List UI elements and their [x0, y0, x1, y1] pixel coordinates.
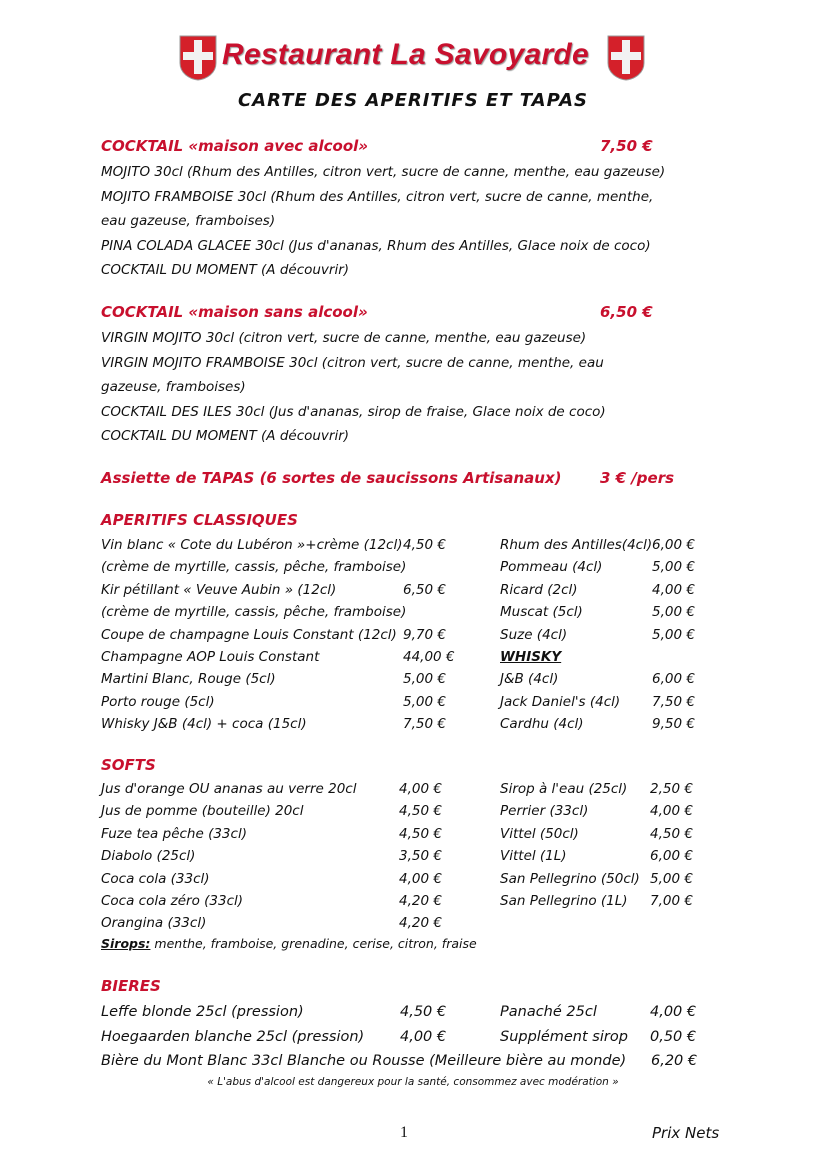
item-price: 7,50 €	[652, 693, 695, 710]
item-price: 4,20 €	[399, 892, 442, 909]
item-name: Coca cola zéro (33cl)	[101, 892, 244, 909]
item-name: Bière du Mont Blanc 33cl Blanche ou Rousse (Meilleure bière au monde)	[101, 1053, 627, 1069]
item-price: 2,50 €	[650, 781, 693, 797]
menu-line: gazeuse, framboises)	[101, 379, 246, 396]
bieres-table	[101, 1000, 721, 1049]
page-number: 1	[400, 1124, 408, 1141]
table-row	[101, 556, 721, 578]
table-row	[101, 646, 721, 668]
item-price: 4,00 €	[652, 581, 695, 598]
sirops-label: Sirops:	[101, 936, 151, 951]
menu-line: VIRGIN MOJITO 30cl (citron vert, sucre de canne, menthe, eau gazeuse)	[101, 330, 587, 346]
menu-line: COCKTAIL DES ILES 30cl (Jus d'ananas, sirop de fraise, Glace noix de coco)	[101, 403, 606, 420]
item-name: Supplément sirop	[500, 1028, 628, 1045]
item-price: 5,00 €	[652, 604, 695, 621]
table-row	[101, 668, 721, 690]
item-price: 4,50 €	[399, 825, 442, 842]
item-price: 6,50 €	[403, 581, 446, 598]
item-name: Muscat (5cl)	[500, 604, 583, 621]
item-name: Whisky J&B (4cl) + coca (15cl)	[101, 716, 307, 733]
item-name: Hoegaarden blanche 25cl (pression)	[101, 1028, 365, 1045]
table-row	[101, 800, 721, 822]
item-price: 4,00 €	[399, 870, 442, 887]
item-name: Leffe blonde 25cl (pression)	[101, 1004, 304, 1020]
item-price: 3,50 €	[399, 848, 442, 865]
menu-line: MOJITO FRAMBOISE 30cl (Rhum des Antilles, citron vert, sucre de canne, menthe,	[101, 188, 654, 205]
item-name: Perrier (33cl)	[500, 803, 589, 820]
item-name: Champagne AOP Louis Constant	[101, 648, 320, 665]
prix-nets-label: Prix Nets	[652, 1124, 720, 1142]
sirops-line	[101, 936, 477, 951]
table-row	[101, 534, 721, 556]
item-name: Coupe de champagne Louis Constant (12cl)	[101, 626, 397, 643]
item-price: 6,00 €	[652, 671, 695, 688]
table-row	[101, 912, 721, 934]
item-name: Sirop à l'eau (25cl)	[500, 781, 628, 797]
alcohol-warning: « L'abus d'alcool est dangereux pour la santé, consommez avec modération »	[207, 1076, 619, 1088]
section-title-aperitifs: APERITIFS CLASSIQUES	[101, 511, 298, 529]
item-name: Jus de pomme (bouteille) 20cl	[101, 803, 304, 820]
item-name: Martini Blanc, Rouge (5cl)	[101, 671, 276, 688]
menu-line: MOJITO 30cl (Rhum des Antilles, citron vert, sucre de canne, menthe, eau gazeuse)	[101, 164, 666, 180]
item-name: Jus d'orange OU ananas au verre 20cl	[101, 781, 357, 797]
item-name: Vin blanc « Cote du Lubéron »+crème (12cl)	[101, 537, 403, 553]
subheading-whisky: WHISKY	[500, 648, 562, 665]
item-name: Jack Daniel's (4cl)	[500, 693, 621, 710]
item-price: 4,20 €	[399, 915, 442, 932]
section-price-cocktail-sans: 6,50 €	[600, 303, 653, 321]
table-row	[101, 890, 721, 912]
item-name: Vittel (50cl)	[500, 825, 579, 842]
item-name: Cardhu (4cl)	[500, 716, 584, 733]
item-price: 5,00 €	[403, 671, 446, 688]
item-price: 6,20 €	[651, 1053, 698, 1069]
menu-line: COCKTAIL DU MOMENT (A découvrir)	[101, 262, 350, 279]
restaurant-logo-title: Restaurant La Savoyarde	[222, 38, 590, 71]
item-name: Fuze tea pêche (33cl)	[101, 825, 247, 842]
mont-blanc-line	[101, 1049, 698, 1074]
tapas-price: 3 € /pers	[600, 469, 675, 487]
item-name: San Pellegrino (1L)	[500, 892, 628, 909]
item-name: San Pellegrino (50cl)	[500, 870, 640, 887]
table-row	[101, 1025, 721, 1050]
item-price: 4,50 €	[399, 803, 442, 820]
item-price: 9,50 €	[652, 716, 695, 733]
item-name: (crème de myrtille, cassis, pêche, framboise)	[101, 604, 407, 621]
section-title-cocktail-alcool: COCKTAIL «maison avec alcool»	[101, 137, 369, 155]
table-row	[101, 624, 721, 646]
section-price-cocktail-alcool: 7,50 €	[600, 137, 653, 155]
item-name: Porto rouge (5cl)	[101, 693, 215, 710]
item-name: Kir pétillant « Veuve Aubin » (12cl)	[101, 581, 337, 598]
table-row	[101, 691, 721, 713]
menu-line: eau gazeuse, framboises)	[101, 213, 276, 230]
item-name: Vittel (1L)	[500, 848, 567, 865]
item-name: Ricard (2cl)	[500, 581, 578, 598]
item-price: 6,00 €	[650, 848, 693, 865]
item-price: 4,00 €	[399, 781, 442, 797]
item-name: Orangina (33cl)	[101, 915, 207, 932]
item-price: 9,70 €	[403, 626, 446, 643]
softs-table	[101, 778, 721, 935]
menu-line: PINA COLADA GLACEE 30cl (Jus d'ananas, Rhum des Antilles, Glace noix de coco)	[101, 237, 651, 254]
table-row	[101, 1000, 721, 1025]
tapas-title: Assiette de TAPAS (6 sortes de saucissons Artisanaux)	[101, 469, 562, 487]
item-price: 5,00 €	[652, 559, 695, 576]
item-price: 4,50 €	[403, 537, 446, 553]
item-name: Pommeau (4cl)	[500, 559, 603, 576]
item-name: Suze (4cl)	[500, 626, 568, 643]
table-row	[101, 868, 721, 890]
savoie-shield-icon	[607, 35, 645, 81]
table-row	[101, 778, 721, 800]
aperitifs-table	[101, 534, 721, 736]
item-price: 7,50 €	[403, 716, 446, 733]
menu-line: VIRGIN MOJITO FRAMBOISE 30cl (citron vert, sucre de canne, menthe, eau	[101, 354, 604, 371]
item-name: Panaché 25cl	[500, 1004, 597, 1020]
table-row	[101, 823, 721, 845]
item-price: 5,00 €	[403, 693, 446, 710]
item-price: 44,00 €	[403, 648, 455, 665]
table-row	[101, 579, 721, 601]
table-row	[101, 713, 721, 735]
item-price: 4,50 €	[650, 825, 693, 842]
item-name: J&B (4cl)	[500, 671, 559, 688]
item-price: 4,50 €	[400, 1004, 447, 1020]
item-name: Diabolo (25cl)	[101, 848, 196, 865]
item-price: 5,00 €	[650, 870, 693, 887]
page-subtitle: CARTE DES APERITIFS ET TAPAS	[237, 90, 589, 111]
item-name: (crème de myrtille, cassis, pêche, framboise)	[101, 559, 407, 576]
menu-line: COCKTAIL DU MOMENT (A découvrir)	[101, 428, 350, 445]
sirops-list: menthe, framboise, grenadine, cerise, citron, fraise	[154, 936, 477, 951]
item-price: 7,00 €	[650, 892, 693, 909]
item-price: 4,00 €	[650, 1004, 697, 1020]
section-title-softs: SOFTS	[101, 756, 156, 774]
item-price: 0,50 €	[650, 1028, 697, 1045]
item-name: Coca cola (33cl)	[101, 870, 210, 887]
section-title-cocktail-sans: COCKTAIL «maison sans alcool»	[101, 303, 368, 321]
item-price: 6,00 €	[652, 537, 695, 553]
cocktail-sans-list	[101, 326, 606, 449]
item-name: Rhum des Antilles(4cl)	[500, 537, 653, 553]
table-row	[101, 601, 721, 623]
item-price: 4,00 €	[400, 1028, 447, 1045]
savoie-shield-icon	[179, 35, 217, 81]
section-title-bieres: BIERES	[101, 977, 161, 995]
table-row	[101, 845, 721, 867]
item-price: 4,00 €	[650, 803, 693, 820]
cocktail-alcool-list	[101, 160, 665, 283]
item-price: 5,00 €	[652, 626, 695, 643]
